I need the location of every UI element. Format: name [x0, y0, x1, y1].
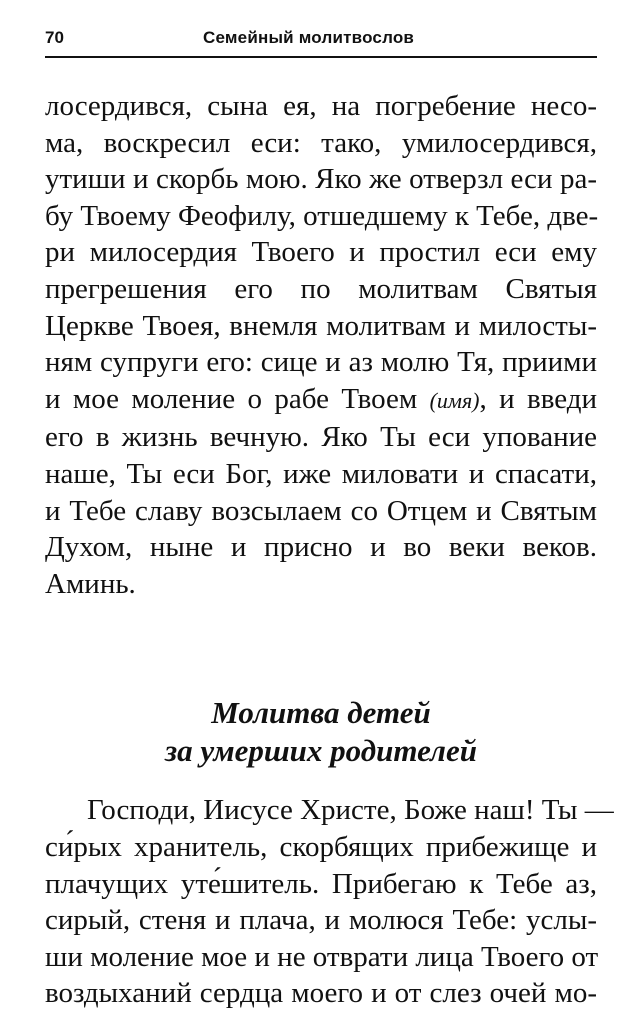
book-page [45, 28, 614, 1012]
text-line: воздыханий сердца моего и от слез очей мо- [45, 977, 597, 1010]
text-line: его в жизнь вечную. Яко Ты еси упование [45, 421, 597, 454]
text-line: Господи, Иисусе Христе, Боже наш! Ты — [87, 794, 614, 827]
section-title [45, 694, 597, 770]
name-rubric: (имя) [429, 387, 480, 413]
text-line: ма, воскресил еси: тако, умилосердився, [45, 126, 597, 159]
text-line: плачущих уте́шитель. Прибегаю к Тебе аз, [45, 867, 597, 900]
text-line: ням супруги его: сице и аз молю Тя, приими [45, 346, 597, 379]
section-title-line: Молитва детей [211, 695, 431, 731]
running-header [45, 28, 597, 56]
text-line: лосердився, сына ея, на погребение несо- [45, 90, 597, 122]
text-line: сирый, стеня и плача, и молюся Тебе: услы- [45, 904, 597, 937]
text-segment: , и введи [479, 382, 598, 415]
new-prayer-text [45, 792, 614, 1012]
section-title-line: за умерших родителей [165, 733, 477, 769]
text-line-with-rubric [45, 381, 597, 420]
text-line: Церкве Твоея, внемля молитвам и милосты- [45, 309, 597, 342]
text-line: ри милосердия Твоего и простил еси ему [45, 236, 597, 269]
text-line: Аминь. [45, 567, 136, 600]
continued-prayer-text [45, 88, 597, 602]
text-line: прегрешения его по молитвам Святыя [45, 272, 597, 305]
text-line: наше, Ты еси Бог, иже миловати и спасати, [45, 457, 597, 490]
text-segment: и мое моление о рабе Твоем [45, 382, 418, 415]
page-number: 70 [45, 28, 64, 47]
text-line: и Тебе славу возсылаем со Отцем и Святым [45, 494, 597, 527]
text-line: си́рых хранитель, скорбящих прибежище и [45, 830, 597, 863]
text-line: Духом, ныне и присно и во веки веков. [45, 531, 597, 564]
text-line: ши моление мое и не отврати лица Твоего от [45, 940, 599, 973]
book-title: Семейный молитвослов [203, 28, 415, 47]
text-line: бу Твоему Феофилу, отшедшему к Тебе, две- [45, 199, 599, 232]
header-rule [45, 56, 597, 58]
text-line: утиши и скорбь мою. Яко же отверзл еси ра- [45, 163, 597, 196]
